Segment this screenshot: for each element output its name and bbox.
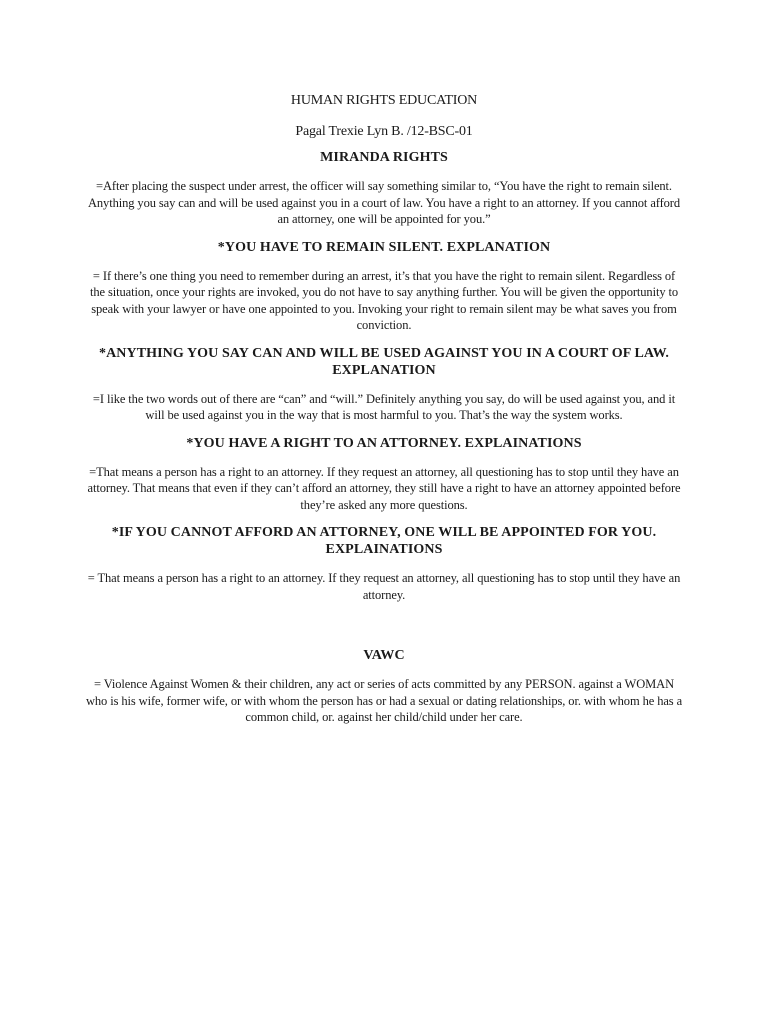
section-body: = If there’s one thing you need to remember during an arrest, it’s that you have the right to remain silent. Regardless of the situation, once your rights are invoked, you do not have to say anything further. You will be given the opportunity to speak with your lawyer or have one appointed to you. Invoking your right to remain silent may be what saves you from conviction. (89, 268, 679, 332)
section-heading: MIRANDA RIGHTS (320, 150, 448, 165)
section-body: =That means a person has a right to an attorney. If they request an attorney, all questioning has to stop until they have an attorney. That means that even if they can’t afford an attorney, they still have a right to have an attorney appointed before they’re asked any more questions. (87, 464, 681, 512)
section-body: = Violence Against Women & their children, any act or series of acts committed by any PERSON. against a WOMAN who is his wife, former wife, or with whom the person has or had a sexual or dating relationships, or. with whom he has a common child, or. against her child/child under her care. (85, 677, 683, 724)
section-remain-silent (84, 239, 684, 334)
section-used-against-you (84, 345, 684, 424)
section-right-to-attorney (84, 435, 684, 514)
author-line: Pagal Trexie Lyn B. /12-BSC-01 (295, 124, 473, 139)
document-title: HUMAN RIGHTS EDUCATION (290, 93, 478, 108)
section-heading: *ANYTHING YOU SAY CAN AND WILL BE USED AGAINST YOU IN A COURT OF LAW. EXPLANATION (98, 345, 670, 378)
section-heading: VAWC (363, 648, 405, 663)
document-page (84, 92, 684, 737)
section-heading: *YOU HAVE A RIGHT TO AN ATTORNEY. EXPLAINATIONS (186, 435, 582, 451)
section-gap (84, 614, 684, 647)
section-appointed-attorney (84, 524, 684, 603)
section-body: =I like the two words out of there are “can” and “will.” Definitely anything you say, do will be used against you, and it will be used against you in the way that is most harmful to you. That’s the way the system works. (92, 391, 676, 422)
section-body: =After placing the suspect under arrest, the officer will say something similar to, “You have the right to remain silent. Anything you say can and will be used against you in a court of law. You have a right to an attorney. If you cannot afford an attorney, one will be appointed for you.” (87, 179, 681, 226)
section-body: = That means a person has a right to an attorney. If they request an attorney, all questioning has to stop until they have an attorney. (87, 571, 681, 602)
section-heading: *YOU HAVE TO REMAIN SILENT. EXPLANATION (217, 239, 551, 255)
section-miranda-rights (84, 149, 684, 228)
section-vawc (84, 647, 684, 726)
section-heading: *IF YOU CANNOT AFFORD AN ATTORNEY, ONE WILL BE APPOINTED FOR YOU. EXPLAINATIONS (111, 525, 657, 557)
